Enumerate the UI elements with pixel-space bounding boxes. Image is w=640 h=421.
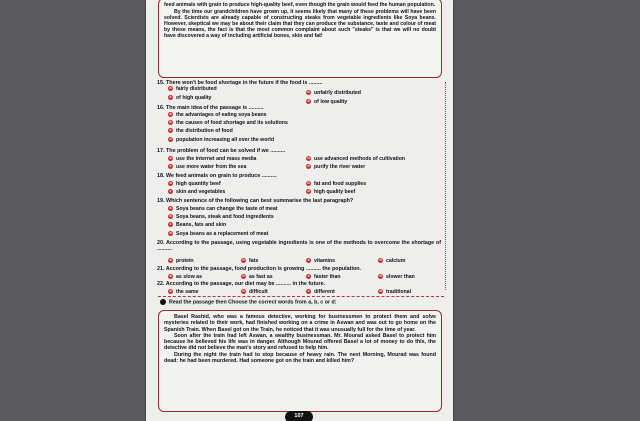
option-letter-badge: a	[169, 274, 172, 279]
option-22a: a the same	[169, 289, 199, 295]
option-19c: c Beans, fats and skin	[169, 222, 227, 228]
option-letter-badge: d	[307, 164, 310, 169]
option-letter-badge: d	[379, 289, 382, 294]
option-letter-badge: a	[169, 86, 172, 91]
passage-paragraph-1: Basel Rashid, who was a famous detective, working for businessmen to protect them and solve mysteries related to their work, had finished working on a crime in Aswan and was out to go home on the Spanish Train. When Basel got on the Train, he noticed that it was unusually full for the time of year.	[164, 314, 436, 333]
section-instruction: Read the passage then Choose the correct words from a, b, c or d:	[160, 299, 336, 305]
option-20c: c vitamins	[307, 258, 336, 264]
option-letter-badge: b	[307, 181, 310, 186]
question-18: 18. We feed animals on grain to produce ..........	[157, 173, 277, 179]
option-letter-badge: a	[169, 156, 172, 161]
question-21: 21. According to the passage, food production is growing .......... the population.	[157, 266, 362, 272]
option-17c: c use more water from the sea	[169, 164, 247, 170]
question-19: 19. Which sentence of the following can best summarise the last paragraph?	[157, 198, 354, 204]
document-page	[146, 0, 453, 421]
option-16b: b the causes of food shortage and its solutions	[169, 120, 288, 126]
option-letter-badge: b	[169, 120, 172, 125]
option-19b: b Soya beans, steak and food ingredients	[169, 214, 274, 220]
option-letter-badge: c	[169, 222, 172, 227]
question-15: 15. There won't be food shortage in the future if the food is .........	[157, 80, 323, 86]
option-21d: d slower than	[379, 274, 415, 280]
option-letter-badge: b	[169, 214, 172, 219]
option-letter-badge: c	[307, 274, 310, 279]
section-divider	[158, 296, 444, 297]
option-letter-badge: d	[307, 189, 310, 194]
question-22: 22. According to the passage, our diet may be .......... in the future.	[157, 281, 326, 287]
option-letter-badge: a	[169, 289, 172, 294]
option-letter-badge: b	[242, 258, 245, 263]
option-22b: b difficult	[242, 289, 268, 295]
option-letter-badge: a	[169, 258, 172, 263]
reading-section-icon	[160, 299, 166, 305]
option-15b: b unfairly distributed	[307, 90, 361, 96]
question-20: 20. According to the passage, using vegetable ingredients is one of the methods to overcome the shortage of ..........	[157, 240, 441, 252]
option-20d: d calcium	[379, 258, 406, 264]
page-number: 107	[285, 411, 313, 421]
option-16c: c the distribution of food	[169, 128, 233, 134]
reading-paragraph-1: feed animals with grain to produce high-quality beef, even though the grain would feed the human population.	[164, 2, 436, 8]
option-letter-badge: c	[169, 95, 172, 100]
option-letter-badge: b	[242, 274, 245, 279]
option-letter-badge: d	[169, 231, 172, 236]
option-18b: b fat and food supplies	[307, 181, 367, 187]
option-15c: c of high quality	[169, 95, 212, 101]
reading-passage-box	[158, 0, 442, 78]
option-19a: a Soya beans can change the taste of meat	[169, 206, 278, 212]
option-18c: c skin and vegetables	[169, 189, 226, 195]
option-letter-badge: b	[242, 289, 245, 294]
passage-box	[158, 310, 442, 412]
option-letter-badge: d	[379, 274, 382, 279]
option-20a: a protein	[169, 258, 194, 264]
option-19d: d Soya beans as a replacement of meat	[169, 231, 269, 237]
option-letter-badge: b	[307, 156, 310, 161]
question-16: 16. The main idea of the passage is ..........	[157, 105, 264, 111]
option-17a: a use the internet and mass media	[169, 156, 257, 162]
option-16a: a the advantages of eating soya beans	[169, 112, 267, 118]
option-21b: b as fast as	[242, 274, 273, 280]
option-letter-badge: c	[307, 289, 310, 294]
margin-line	[445, 82, 446, 290]
option-letter-badge: a	[169, 181, 172, 186]
option-letter-badge: a	[169, 112, 172, 117]
option-18a: a high quantity beef	[169, 181, 221, 187]
option-18d: d high quality beef	[307, 189, 356, 195]
option-letter-badge: a	[169, 206, 172, 211]
option-15a: a fairly distributed	[169, 86, 217, 92]
option-22c: c different	[307, 289, 335, 295]
option-letter-badge: d	[169, 137, 172, 142]
passage-paragraph-3: During the night the train had to stop because of heavy rain. The next Morning, Mourad was found dead: he had been murdered. Had someone got on the train and killed him?	[164, 351, 436, 365]
option-21c: c faster than	[307, 274, 341, 280]
question-17: 17. The problem of food can be solved if we ..........	[157, 148, 286, 154]
option-letter-badge: c	[307, 258, 310, 263]
option-21a: a as slow as	[169, 274, 202, 280]
option-letter-badge: c	[169, 128, 172, 133]
option-17b: b use advanced methods of cultivation	[307, 156, 406, 162]
option-letter-badge: c	[169, 164, 172, 169]
option-20b: b fats	[242, 258, 259, 264]
option-15d: d of low quality	[307, 99, 348, 105]
option-letter-badge: c	[169, 189, 172, 194]
option-letter-badge: b	[307, 90, 310, 95]
option-22d: d traditional	[379, 289, 412, 295]
option-letter-badge: d	[307, 99, 310, 104]
option-letter-badge: d	[379, 258, 382, 263]
option-16d: d population increasing all over the world	[169, 137, 275, 143]
passage-paragraph-2: Soon after the train had left Aswan, a wealthy businessman. Mr. Mourad asked Basel to protect him because he believed his life was in danger. Although Mourad offered Basel a lot of money to do this, the detective did not believe the man's story and refused to help him.	[164, 332, 436, 352]
option-17d: d purify the river water	[307, 164, 366, 170]
reading-paragraph-2: By the time our grandchildren have grown up, it seems likely that many of these problems will have been solved. Scientists are already capable of constructing steaks from vegetable ingredients like Soya beans. However, skeptical we may be about their claim that they can produce the substance, taste and colour of meat by these means, the fact is that the most common complaint about such "steaks" is that we will no doubt have discovered a way of including artificial bones, skin and fat!	[164, 9, 436, 40]
